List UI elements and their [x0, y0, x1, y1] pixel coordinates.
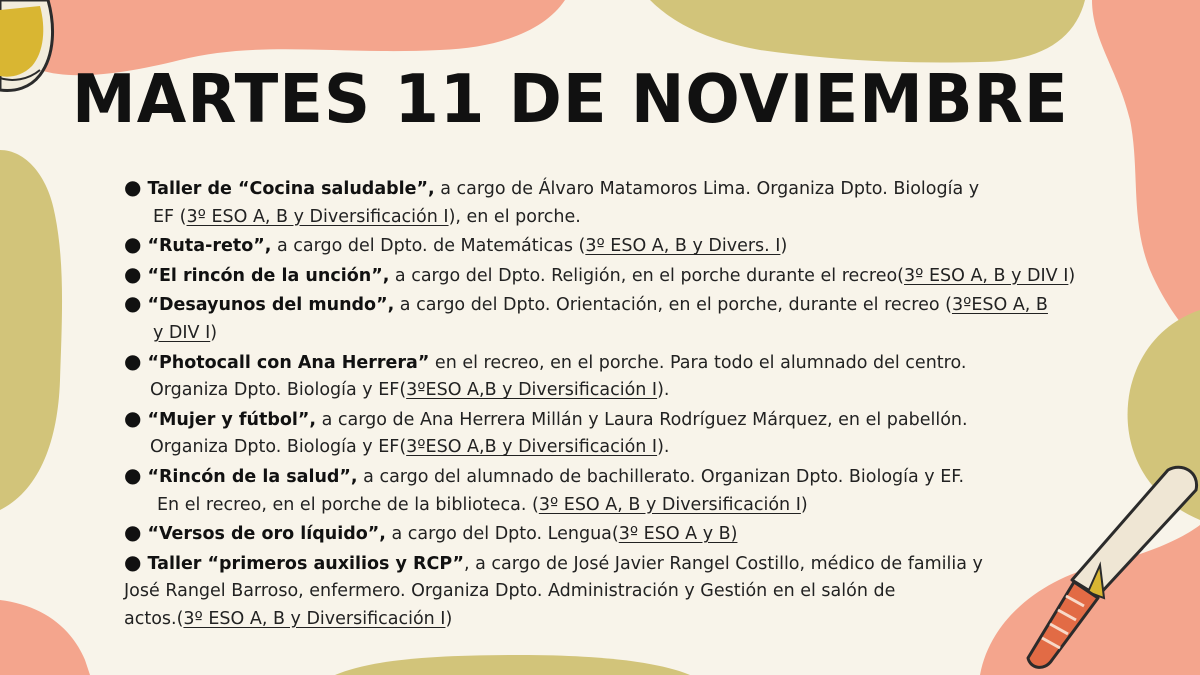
event-text: ) [800, 494, 808, 515]
bottom-olive-blob [335, 655, 690, 675]
event-title: “Mujer y fútbol”, [147, 409, 317, 430]
event-primeros-auxilios [124, 549, 1114, 579]
bullet-icon: ● [124, 232, 142, 257]
event-text: , a cargo de José Javier Rangel Costillo, médico de familia y [464, 553, 983, 574]
event-title: “Photocall con Ana Herrera” [147, 352, 430, 373]
event-text: ) [445, 608, 453, 629]
event-text: ) [1068, 265, 1076, 286]
event-text: en el recreo, en el porche. Para todo el alumnado del centro. [429, 352, 967, 373]
event-title: “El rincón de la unción”, [147, 265, 390, 286]
groups-link[interactable]: 3º ESO A, B y Diversificación I [183, 608, 446, 629]
bullet-icon: ● [124, 348, 142, 373]
event-text: a cargo del Dpto. de Matemáticas ( [271, 236, 586, 257]
event-text: En el recreo, en el porche de la biblioteca. ( [157, 494, 539, 515]
event-list [124, 174, 1114, 634]
event-text: a cargo del Dpto. Lengua( [385, 524, 619, 545]
event-text: ), en el porche. [448, 206, 581, 227]
bullet-icon: ● [124, 520, 142, 545]
event-title: Taller de “Cocina saludable”, [147, 179, 435, 199]
top-olive-blob [650, 0, 1085, 63]
bowl-illustration [0, 0, 53, 90]
groups-link[interactable]: 3º ESO A y B) [618, 524, 738, 545]
groups-link[interactable]: 3º ESO A, B y Diversificación I [538, 494, 801, 515]
groups-link[interactable]: 3º ESO A, B y Divers. I [585, 236, 781, 257]
event-rincon-salud [124, 462, 1114, 492]
event-rincon-uncion [124, 261, 1114, 291]
bullet-icon: ● [124, 405, 142, 430]
event-text: a cargo del Dpto. Orientación, en el porche, durante el recreo ( [394, 295, 952, 316]
event-text: ) [210, 322, 218, 343]
event-text: ) [780, 236, 788, 257]
event-text: actos.( [124, 608, 184, 629]
event-text: Organiza Dpto. Biología y EF( [150, 380, 407, 401]
event-title: “Versos de oro líquido”, [147, 524, 386, 545]
event-text: a cargo de Ana Herrera Millán y Laura Rodríguez Márquez, en el pabellón. [316, 409, 968, 430]
groups-link[interactable]: 3ºESO A, B [951, 295, 1048, 316]
bottom-left-salmon-blob [0, 600, 90, 675]
page-title: MARTES 11 DE NOVIEMBRE [72, 61, 1069, 139]
groups-link[interactable]: 3ºESO A,B y Diversificación I [406, 380, 658, 401]
event-mujer-futbol [124, 405, 1114, 435]
groups-link[interactable]: 3º ESO A, B y DIV I [904, 265, 1069, 286]
event-text: ). [657, 437, 670, 458]
event-text: José Rangel Barroso, enfermero. Organiza Dpto. Administración y Gestión en el salón de [124, 581, 896, 602]
event-cocina-saludable [124, 174, 1114, 204]
groups-link[interactable]: 3º ESO A, B y Diversificación I [186, 206, 449, 227]
bullet-icon: ● [124, 291, 142, 316]
event-desayunos-mundo [124, 290, 1114, 320]
event-title: “Rincón de la salud”, [147, 466, 358, 487]
event-title: Taller “primeros auxilios y RCP” [147, 553, 465, 574]
groups-link[interactable]: 3ºESO A,B y Diversificación I [406, 437, 658, 458]
event-ruta-reto [124, 231, 1114, 261]
event-text: a cargo del alumnado de bachillerato. Organizan Dpto. Biología y EF. [357, 466, 965, 487]
bullet-icon: ● [124, 175, 142, 199]
bullet-icon: ● [124, 549, 142, 574]
bullet-icon: ● [124, 261, 142, 286]
event-photocall [124, 348, 1114, 378]
event-text: EF ( [153, 206, 187, 227]
event-title: “Ruta-reto”, [147, 236, 272, 257]
event-text: Organiza Dpto. Biología y EF( [150, 437, 407, 458]
groups-link[interactable]: y DIV I [153, 322, 211, 343]
event-text: a cargo de Álvaro Matamoros Lima. Organiza Dpto. Biología y [434, 179, 980, 199]
event-versos-oro [124, 519, 1114, 549]
event-title: “Desayunos del mundo”, [147, 295, 395, 316]
left-olive-blob [0, 150, 62, 510]
event-text: ). [657, 380, 670, 401]
event-text: a cargo del Dpto. Religión, en el porche durante el recreo( [389, 265, 905, 286]
bullet-icon: ● [124, 462, 142, 487]
